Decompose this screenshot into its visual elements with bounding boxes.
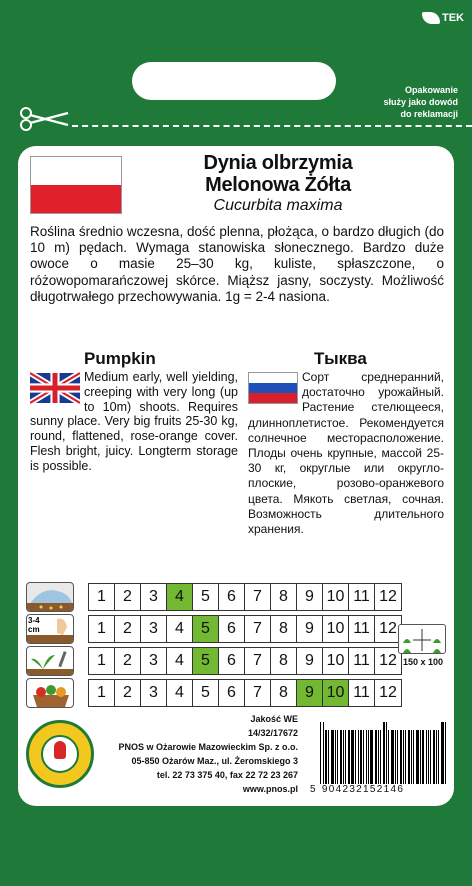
month-cell: 10: [323, 648, 349, 674]
month-cell: 7: [245, 584, 271, 610]
month-cell: 9: [297, 648, 323, 674]
latin-name: Cucurbita maxima: [213, 197, 343, 214]
barcode-bar: [408, 730, 410, 784]
calendar-row-harvest: [26, 678, 402, 708]
notice-line: służy jako dowód: [383, 97, 458, 107]
barcode-bar: [348, 730, 350, 784]
barcode-bar: [351, 730, 354, 784]
barcode-bar: [345, 730, 346, 784]
heading-russian: Тыква: [314, 349, 367, 368]
barcode-digits: 904232152146: [321, 784, 405, 795]
description-russian-text: Сорт среднеранний, достаточно урожайный. Растение стелющееся, длинноплетистое. Рекомендуется солнечное месторасположение. Плоды очень крупные, массой 25-30 кг, округлые или округло-плоские, розово-оранжевого цвета. Мякоть светлая, сочная. Возможность длительного хранения.: [248, 370, 444, 537]
barcode-bar: [383, 722, 385, 784]
month-cell: 10: [323, 616, 349, 642]
plant-spacing-icon: [398, 624, 446, 654]
complaint-notice: [338, 84, 458, 120]
barcode-bar: [386, 722, 387, 784]
notice-line: do reklamacji: [400, 109, 458, 119]
barcode-bar: [388, 730, 389, 784]
planting-out-icon: [26, 646, 74, 676]
month-cell: 5: [193, 680, 219, 706]
company-address: 05-850 Ożarów Maz., ul. Żeromskiego 3: [131, 756, 298, 766]
barcode-bar: [420, 730, 421, 784]
product-title: [128, 152, 428, 216]
barcode-bar: [397, 730, 398, 784]
barcode: [310, 726, 450, 804]
month-cell: 9: [297, 584, 323, 610]
company-info: [98, 712, 298, 796]
barcode-bar: [422, 730, 424, 784]
barcode-first-digit: 5: [310, 784, 317, 795]
barcode-bar: [413, 730, 414, 784]
month-cell: 3: [141, 584, 167, 610]
company-name: PNOS w Ożarowie Mazowieckim Sp. z o.o.: [118, 742, 298, 752]
month-cell: 10: [323, 584, 349, 610]
barcode-bar: [428, 730, 429, 784]
month-cell: 6: [219, 648, 245, 674]
month-cell: 6: [219, 680, 245, 706]
calendar-row-sowing: [26, 582, 402, 612]
description-english: [30, 370, 238, 474]
barcode-bar: [328, 730, 329, 784]
seedbed-sowing-icon: [26, 582, 74, 612]
rose-icon: [54, 741, 66, 759]
month-strip: [88, 647, 402, 675]
barcode-bar: [378, 730, 379, 784]
barcode-bar: [380, 730, 381, 784]
barcode-bar: [355, 730, 356, 784]
month-cell: 11: [349, 648, 375, 674]
barcode-bar: [400, 730, 402, 784]
month-cell: 8: [271, 680, 297, 706]
barcode-number: [310, 784, 450, 795]
month-cell: 8: [271, 616, 297, 642]
barcode-bar: [395, 730, 396, 784]
harvest-icon: [26, 678, 74, 708]
barcode-bar: [445, 722, 446, 784]
tek-label: TEK: [442, 12, 464, 24]
plant-spacing: [398, 624, 448, 667]
barcode-bar: [323, 722, 324, 784]
month-cell-active: 10: [323, 680, 349, 706]
month-cell: 1: [89, 648, 115, 674]
barcode-bar: [368, 730, 369, 784]
month-cell: 2: [115, 648, 141, 674]
barcode-bar: [360, 730, 362, 784]
barcode-bar: [438, 730, 439, 784]
barcode-bar: [416, 730, 419, 784]
barcode-bar: [436, 730, 437, 784]
month-cell-active: 4: [167, 584, 193, 610]
barcode-bar: [426, 730, 427, 784]
barcode-bar: [391, 730, 394, 784]
barcode-bar: [363, 730, 364, 784]
month-cell: 7: [245, 648, 271, 674]
month-cell: 2: [115, 616, 141, 642]
month-cell: 5: [193, 584, 219, 610]
month-strip: [88, 679, 402, 707]
month-cell: 9: [297, 616, 323, 642]
barcode-bar: [335, 730, 336, 784]
month-cell: 11: [349, 680, 375, 706]
month-cell: 3: [141, 680, 167, 706]
month-cell: 8: [271, 648, 297, 674]
month-cell-active: 5: [193, 648, 219, 674]
title-line-2: Melonowa Żółta: [205, 174, 351, 196]
pnos-logo: [26, 720, 94, 788]
depth-label: 3-4 cm: [28, 616, 40, 634]
barcode-bar: [340, 730, 342, 784]
month-cell: 11: [349, 616, 375, 642]
notice-line: Opakowanie: [404, 85, 458, 95]
company-phone: tel. 22 73 375 40, fax 22 72 23 267: [156, 770, 298, 780]
month-cell: 1: [89, 616, 115, 642]
month-cell: 2: [115, 584, 141, 610]
cut-line: [72, 125, 472, 127]
month-cell: 12: [379, 588, 397, 605]
quality-mark: Jakość WE: [250, 714, 298, 724]
barcode-bar: [337, 730, 338, 784]
barcode-bars: [310, 726, 450, 784]
month-cell: 4: [167, 616, 193, 642]
barcode-bar: [403, 730, 404, 784]
month-cell: 11: [349, 584, 375, 610]
heading-english: Pumpkin: [84, 349, 156, 368]
month-cell: 6: [219, 584, 245, 610]
info-card: [18, 146, 454, 806]
barcode-bar: [375, 730, 377, 784]
description-russian: [248, 370, 444, 537]
barcode-bar: [366, 730, 367, 784]
month-cell: 12: [379, 684, 397, 701]
barcode-bar: [325, 730, 327, 784]
leaf-icon: [422, 12, 440, 24]
month-strip: [88, 583, 402, 611]
barcode-bar: [320, 722, 321, 784]
calendar-row-depth: [26, 614, 402, 644]
month-cell: 3: [141, 648, 167, 674]
month-cell: 1: [89, 584, 115, 610]
month-strip: [88, 615, 402, 643]
hang-hole: [132, 62, 336, 100]
month-cell: 4: [167, 648, 193, 674]
description-english-text: Medium early, well yielding, creeping with very long (up to 10m) shoots. Requires sunny place. Very big fruits 25-30 kg, round, flattened, rose-orange cover. Flesh bright, juicy. Longterm storage is possible.: [30, 370, 238, 473]
barcode-bar: [405, 730, 406, 784]
calendar-row-planting: [26, 646, 402, 676]
tek-logo: [422, 12, 464, 24]
month-cell: 8: [271, 584, 297, 610]
barcode-bar: [411, 730, 412, 784]
barcode-bar: [343, 730, 344, 784]
scissors-icon: [18, 106, 72, 132]
description-polish: Roślina średnio wczesna, dość plenna, płożąca, o bardzo długich (do 10 m) pędach. Wymaga stanowiska słonecznego. Bardzo duże owoce o masie 25–30 kg, kuliste, spłaszczone, o różowopomarańczowej skórce. Miąższ jasny, soczysty. Możliwość długotrwałego przechowywania. 1g = 2-4 nasiona.: [30, 224, 444, 304]
sowing-depth-icon: [26, 614, 74, 644]
month-cell: 3: [141, 616, 167, 642]
month-cell: 1: [89, 680, 115, 706]
month-cell: 4: [167, 680, 193, 706]
barcode-bar: [331, 730, 334, 784]
poland-flag-icon: [30, 156, 122, 214]
barcode-bar: [441, 722, 444, 784]
barcode-bar: [358, 730, 359, 784]
month-cell: 7: [245, 680, 271, 706]
barcode-bar: [430, 730, 431, 784]
barcode-bar: [433, 730, 435, 784]
company-website: www.pnos.pl: [242, 784, 298, 794]
month-cell-active: 5: [193, 616, 219, 642]
month-cell: 2: [115, 680, 141, 706]
month-cell-active: 9: [297, 680, 323, 706]
barcode-bar: [370, 730, 373, 784]
month-cell: 7: [245, 616, 271, 642]
registration-code: 14/32/17672: [247, 728, 298, 738]
title-line-1: Dynia olbrzymia: [203, 152, 353, 174]
spacing-label: 150 x 100: [402, 657, 444, 667]
month-cell: 12: [379, 620, 397, 637]
month-cell: 12: [379, 652, 397, 669]
month-cell: 6: [219, 616, 245, 642]
